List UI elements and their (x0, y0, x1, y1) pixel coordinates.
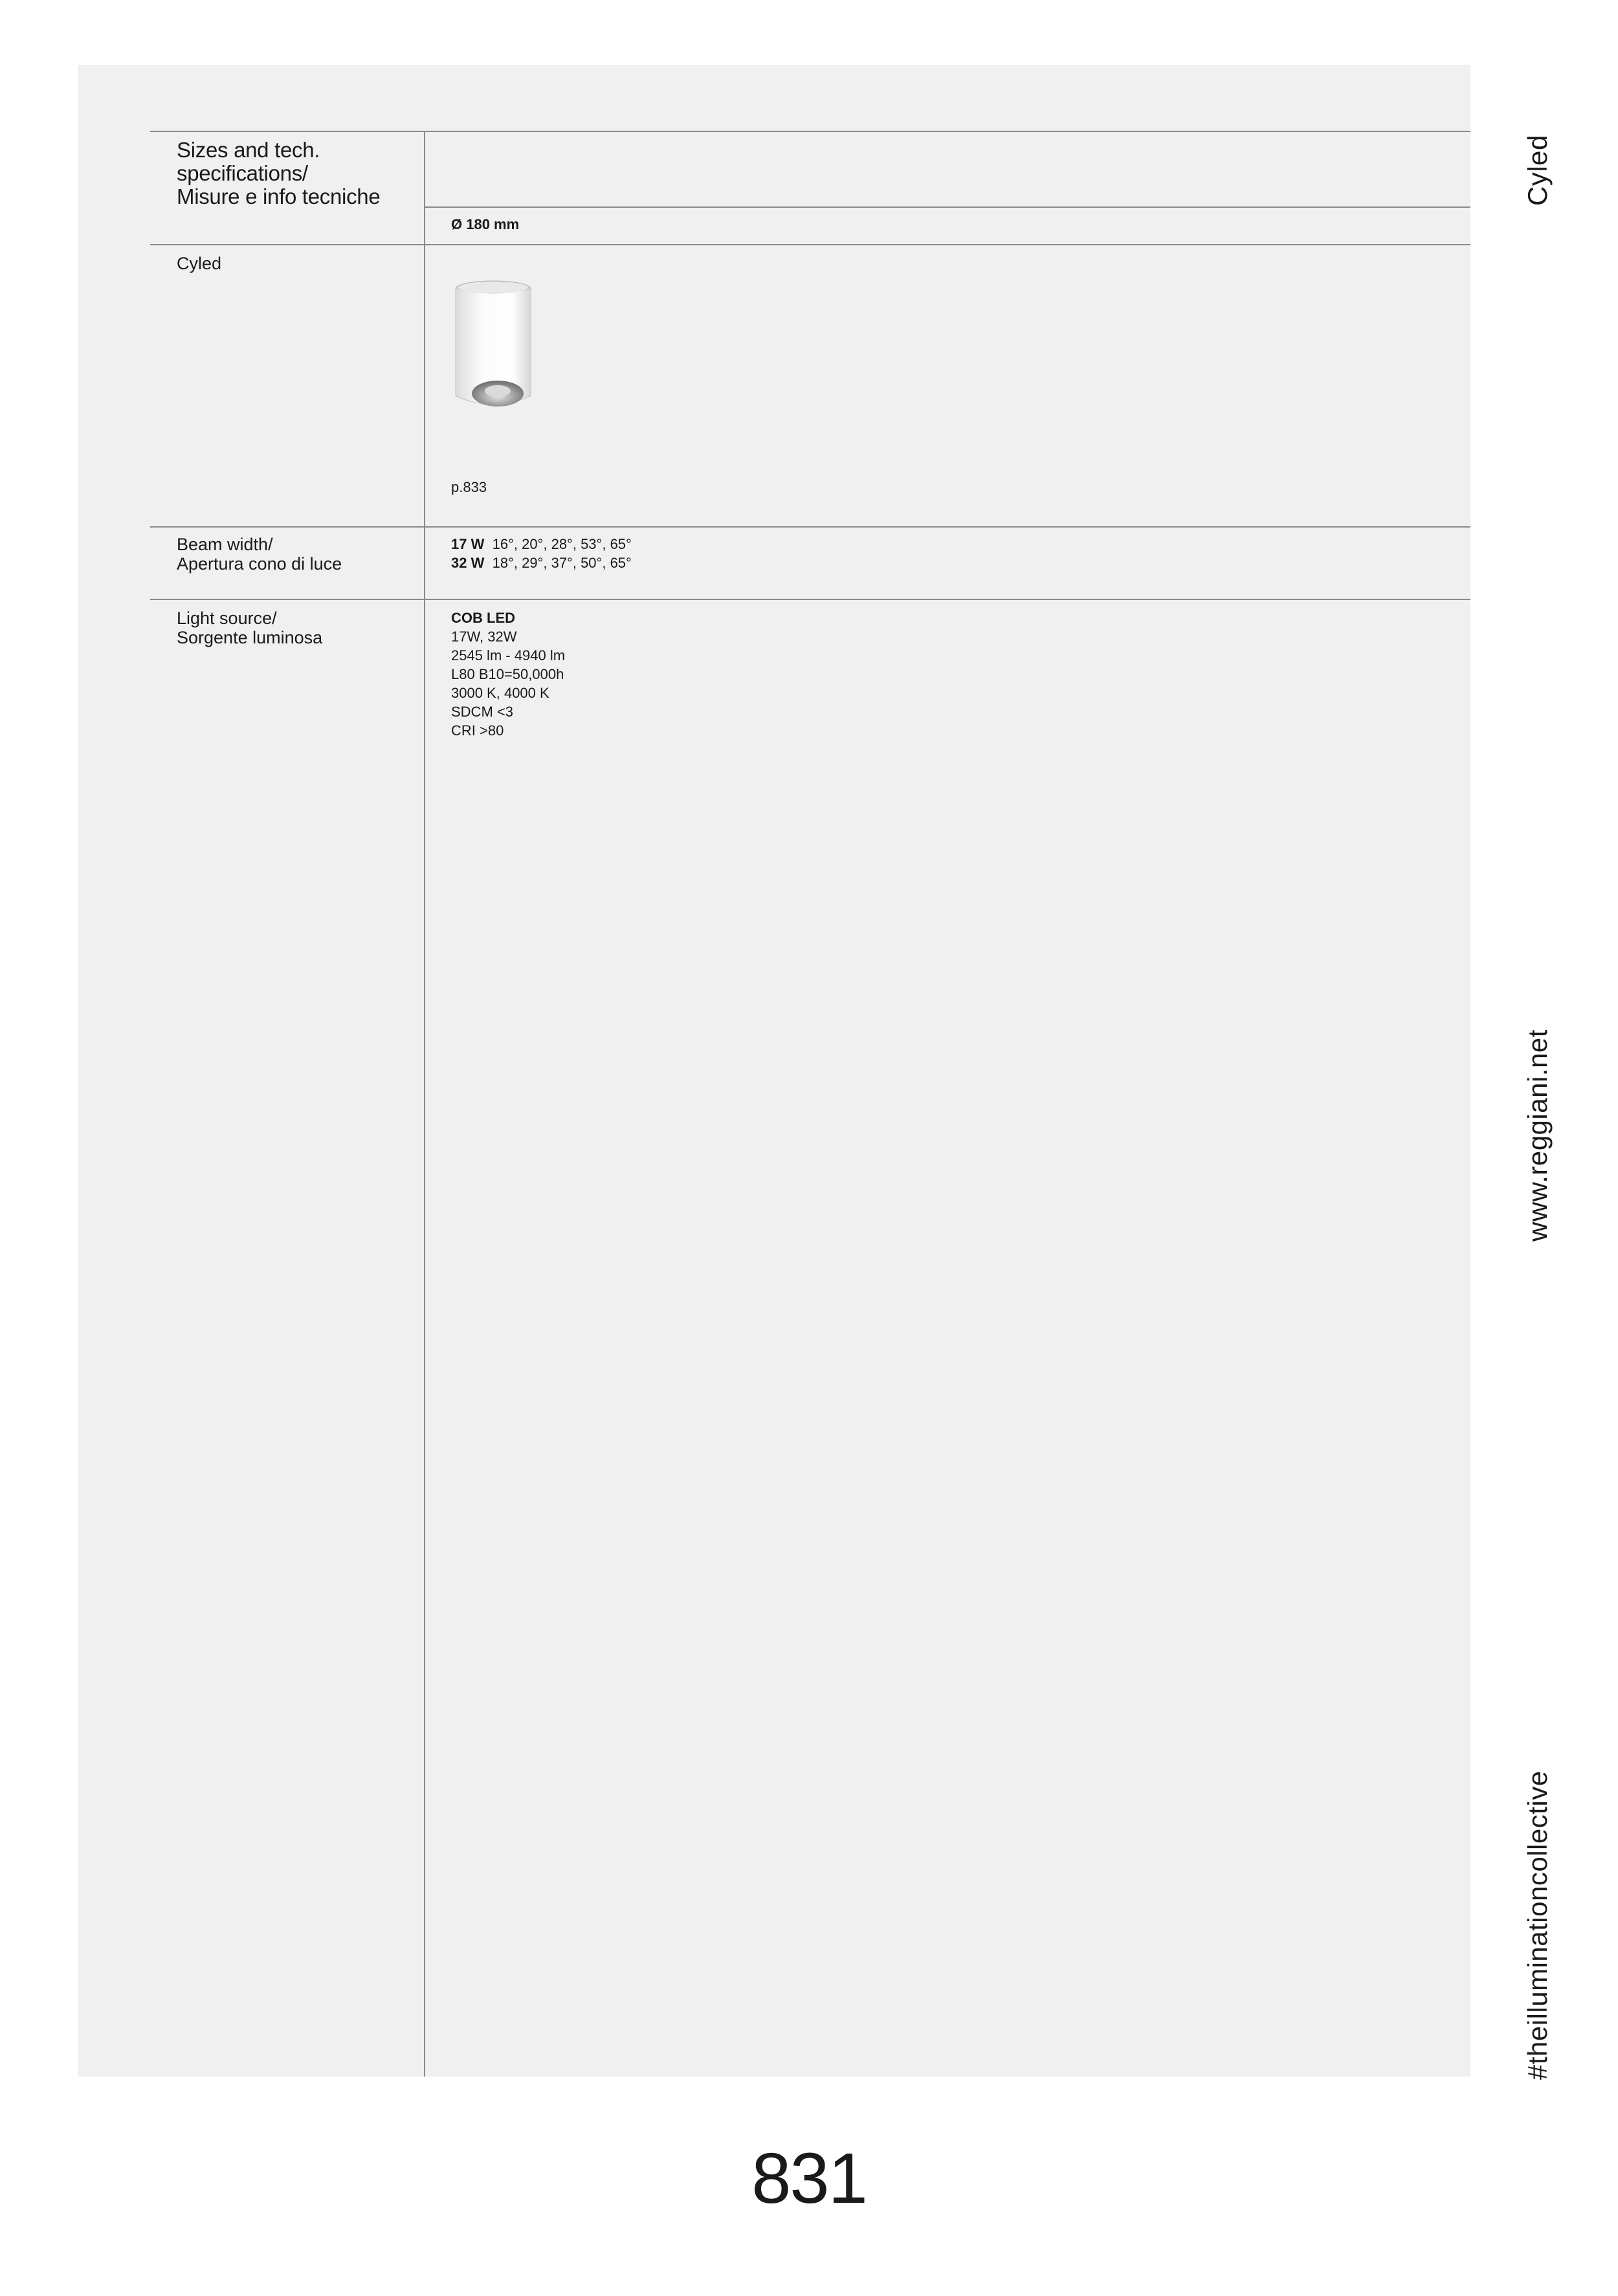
beam-label (177, 535, 342, 574)
source-spec-lifetime: L80 B10=50,000h (451, 666, 564, 682)
column-divider (424, 131, 425, 2077)
spec-title-line-2: specifications/ (177, 161, 308, 185)
beam-row (451, 535, 632, 553)
source-type: COB LED (451, 610, 515, 626)
source-label-line-2: Sorgente luminosa (177, 628, 323, 647)
beam-power: 32 W (451, 555, 485, 571)
rule-header-bottom (150, 244, 1470, 245)
source-spec-cri: CRI >80 (451, 722, 504, 739)
spec-panel (78, 65, 1470, 2077)
source-spec-cct: 3000 K, 4000 K (451, 685, 549, 701)
beam-power: 17 W (451, 536, 485, 552)
dimension-diameter: Ø 180 mm (451, 216, 520, 232)
source-values (451, 608, 565, 740)
product-name: Cyled (177, 254, 222, 273)
source-spec-sdcm: SDCM <3 (451, 704, 513, 720)
rule-dimension-top (425, 206, 1470, 208)
lamp-image (450, 280, 537, 419)
beam-angles: 16°, 20°, 28°, 53°, 65° (492, 536, 632, 552)
sidebar-website[interactable]: www.reggiani.net (1522, 1029, 1553, 1242)
spec-title-line-1: Sizes and tech. (177, 138, 320, 162)
beam-row (451, 553, 632, 572)
beam-values (451, 535, 632, 572)
source-spec-flux: 2545 lm - 4940 lm (451, 647, 566, 663)
beam-angles: 18°, 29°, 37°, 50°, 65° (492, 555, 632, 571)
rule-top (150, 131, 1470, 132)
sidebar-hashtag: #theilluminationcollective (1522, 1770, 1553, 2080)
source-label (177, 608, 322, 647)
spec-title-line-3: Misure e info tecniche (177, 184, 381, 208)
source-label-line-1: Light source/ (177, 608, 277, 628)
source-spec-power: 17W, 32W (451, 629, 517, 645)
spec-title (177, 139, 380, 208)
beam-label-line-1: Beam width/ (177, 535, 273, 554)
rule-beam-bottom (150, 599, 1470, 600)
page-number: 831 (751, 2139, 867, 2218)
product-page-ref[interactable]: p.833 (451, 479, 487, 495)
sidebar-product-name: Cyled (1522, 135, 1553, 206)
rule-product-bottom (150, 526, 1470, 528)
beam-label-line-2: Apertura cono di luce (177, 554, 342, 574)
